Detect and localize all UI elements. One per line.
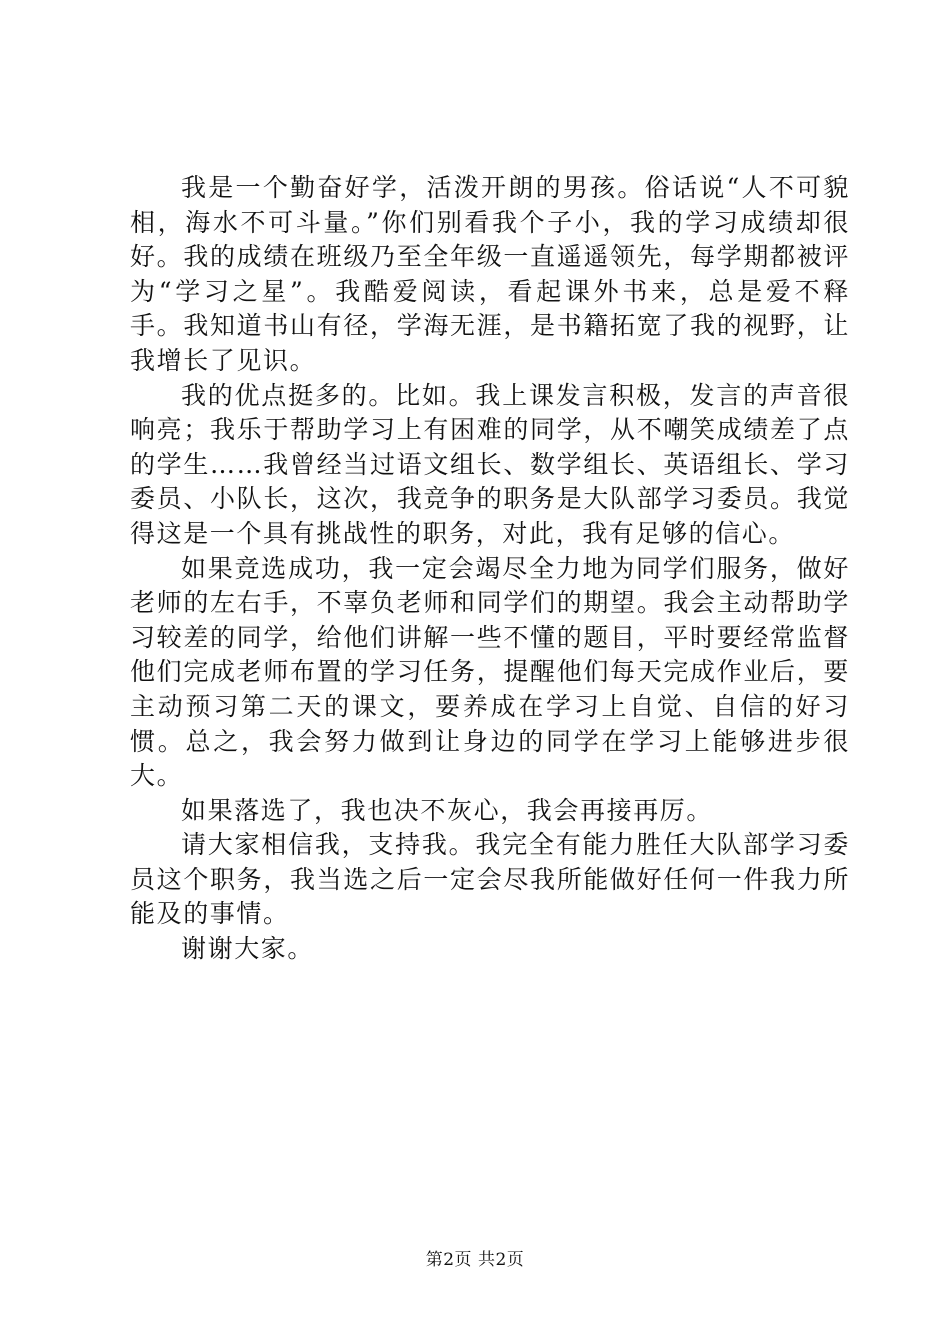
paragraph-3: 如果竞选成功，我一定会竭尽全力地为同学们服务，做好老师的左右手，不辜负老师和同学们的期望。我会主动帮助学习较差的同学，给他们讲解一些不懂的题目，平时要经常监督他们完成老师布置的学习任务，提醒他们每天完成作业后，要主动预习第二天的课文，要养成在学习上自觉、自信的好习惯。总之，我会努力做到让身边的同学在学习上能够进步很大。: [130, 553, 850, 791]
paragraph-1: 我是一个勤奋好学，活泼开朗的男孩。俗话说“人不可貌相，海水不可斗量。”你们别看我个子小，我的学习成绩却很好。我的成绩在班级乃至全年级一直遥遥领先，每学期都被评为“学习之星”。我酷爱阅读，看起课外书来，总是爱不释手。我知道书山有径，学海无涯，是书籍拓宽了我的视野，让我增长了见识。: [130, 173, 850, 375]
paragraph-2: 我的优点挺多的。比如。我上课发言积极，发言的声音很响亮；我乐于帮助学习上有困难的同学，从不嘲笑成绩差了点的学生……我曾经当过语文组长、数学组长、英语组长、学习委员、小队长，这次，我竞争的职务是大队部学习委员。我觉得这是一个具有挑战性的职务，对此，我有足够的信心。: [130, 380, 850, 548]
document-body: [130, 171, 850, 967]
paragraph-5: 请大家相信我，支持我。我完全有能力胜任大队部学习委员这个职务，我当选之后一定会尽我所能做好任何一件我力所能及的事情。: [130, 830, 850, 929]
paragraph-4: 如果落选了，我也决不灰心，我会再接再厉。: [181, 795, 714, 825]
page-number-footer: 第2页 共2页: [425, 1250, 525, 1270]
paragraph-6: 谢谢大家。: [181, 934, 315, 964]
